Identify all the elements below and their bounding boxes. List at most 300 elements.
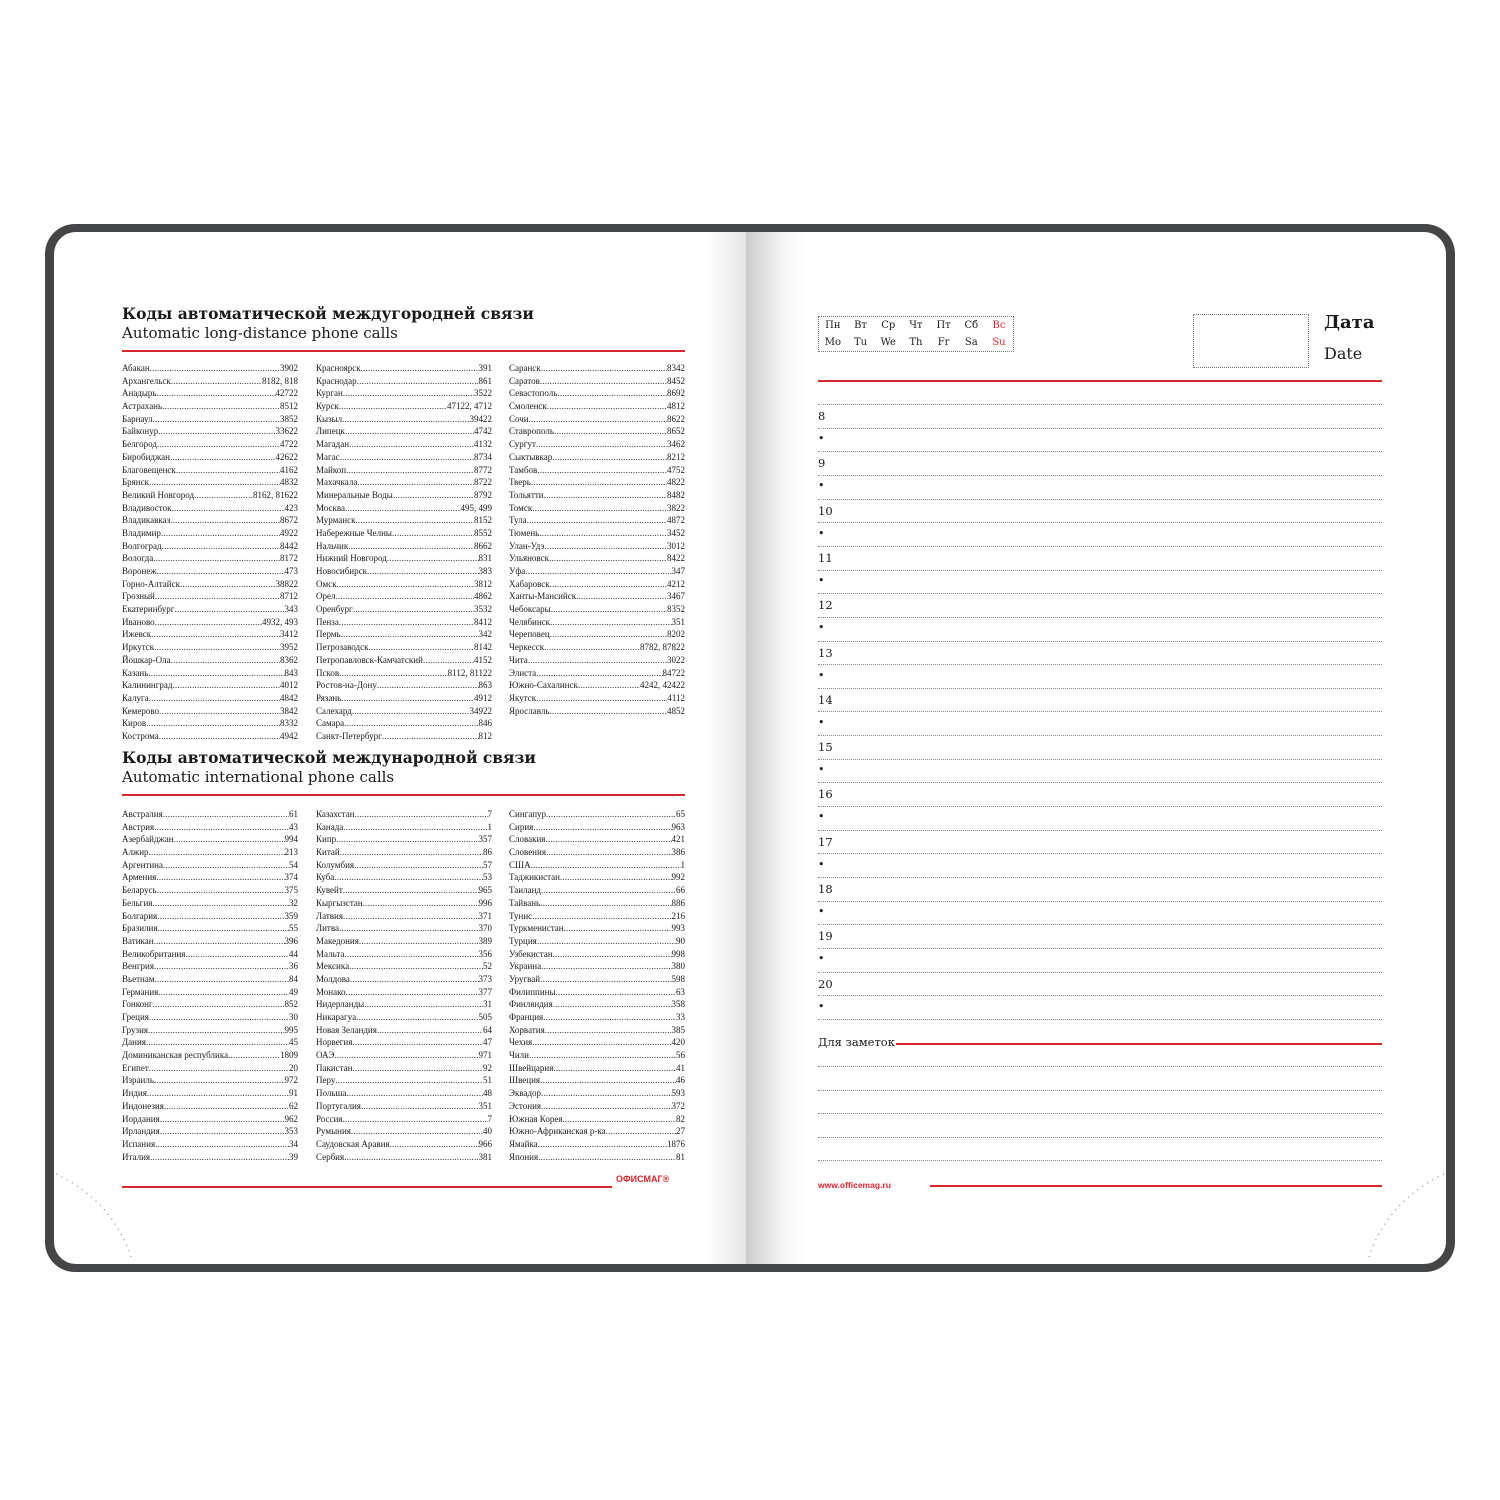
schedule-line[interactable] (818, 1019, 1382, 1020)
dot-leader (157, 565, 285, 578)
entry-name: Смоленск (509, 401, 547, 412)
schedule-line[interactable] (818, 830, 1382, 831)
schedule-line[interactable] (818, 877, 1382, 878)
entry-code: 863 (478, 680, 492, 691)
dot-leader (147, 1087, 289, 1100)
schedule-line[interactable] (818, 593, 1382, 594)
bullet-point: • (818, 526, 825, 540)
entry-name: Таиланд (509, 885, 541, 896)
dot-leader (556, 986, 676, 999)
phone-code-entry (509, 527, 685, 540)
entry-name: Элиста (509, 667, 537, 678)
entry-code: 3902 (280, 363, 298, 373)
entry-code: 375 (284, 885, 298, 896)
phone-code-entry (122, 679, 298, 692)
entry-name: Воронеж (122, 566, 157, 576)
dot-leader (157, 884, 285, 897)
entry-name: Минеральные Воды (316, 489, 393, 500)
entry-name: Горно-Алтайск (122, 578, 180, 589)
phone-code-entry (122, 527, 298, 540)
entry-name: Уругвай (509, 973, 541, 984)
schedule-line[interactable] (818, 735, 1382, 736)
notes-line[interactable] (818, 1160, 1382, 1161)
entry-name: Ирландия (122, 1126, 160, 1137)
schedule-line[interactable] (818, 948, 1382, 949)
entry-name: Аргентина (122, 859, 163, 870)
entry-name: Псков (316, 667, 340, 678)
entry-name: Владикавказ (122, 515, 171, 526)
entry-code: 8412 (474, 616, 492, 627)
entry-code: 4862 (474, 591, 492, 602)
phone-code-entry (509, 998, 685, 1011)
weekday-ru-1[interactable]: Пн (825, 320, 841, 331)
entry-code: 92 (483, 1062, 492, 1073)
phone-code-entry (316, 502, 492, 515)
phone-code-entry (122, 1087, 298, 1100)
phone-code-entry (509, 1024, 685, 1037)
dot-leader (562, 1113, 676, 1126)
entry-name: Австралия (122, 809, 163, 819)
phone-code-entry (509, 603, 685, 616)
notes-label: Для заметок (818, 1035, 895, 1049)
phone-code-entry (122, 1113, 298, 1126)
entry-name: Кемерово (122, 705, 160, 716)
phone-code-entry (509, 565, 685, 578)
dot-leader (553, 1062, 676, 1075)
schedule-line[interactable] (818, 806, 1382, 807)
dot-leader (354, 859, 483, 872)
phone-code-entry (122, 884, 298, 897)
schedule-line[interactable] (818, 428, 1382, 429)
entry-code: 843 (284, 667, 298, 678)
entry-name: Греция (122, 1012, 149, 1022)
dot-leader (163, 859, 289, 872)
dot-leader (361, 1100, 479, 1113)
hour-label: 14 (818, 692, 833, 707)
phone-code-entry (122, 973, 298, 986)
dot-leader (541, 1100, 671, 1113)
international-column-2 (316, 808, 492, 1163)
weekday-ru-6[interactable]: Сб (964, 320, 979, 331)
entry-name: Ульяновск (509, 553, 549, 564)
entry-name: Бельгия (122, 897, 153, 908)
phone-code-entry (122, 998, 298, 1011)
entry-name: Хорватия (509, 1024, 545, 1035)
entry-code: 42722 (275, 388, 298, 399)
entry-code: 52 (483, 961, 492, 972)
phone-code-entry (316, 922, 492, 935)
phone-code-entry (122, 1036, 298, 1049)
phone-code-entry (122, 616, 298, 629)
entry-code: 55 (289, 923, 298, 934)
entry-code: 8512 (280, 401, 298, 412)
bullet-point: • (818, 715, 825, 729)
dot-leader (544, 489, 667, 502)
weekday-ru-2[interactable]: Вт (854, 320, 867, 331)
schedule-line[interactable] (818, 641, 1382, 642)
phone-code-entry (122, 692, 298, 705)
domestic-subtitle: Automatic long-distance phone calls (122, 324, 398, 342)
bullet-point: • (818, 905, 825, 918)
entry-code: 8152 (474, 515, 492, 526)
dot-leader (171, 654, 280, 667)
dot-leader (343, 821, 487, 834)
entry-code: 47122, 4712 (447, 401, 492, 412)
phone-code-entry (122, 1049, 298, 1062)
weekday-en-6[interactable]: Sa (964, 337, 978, 348)
entry-name: Южно-Африканская р-ка (509, 1126, 606, 1137)
phone-code-entry (316, 821, 492, 834)
entry-name: Кувейт (316, 885, 343, 896)
entry-code: 82 (676, 1113, 685, 1124)
entry-code: 7 (487, 1113, 492, 1124)
corner-stitch-left (54, 1162, 144, 1262)
phone-code-entry (509, 1036, 685, 1049)
phone-code-entry (122, 935, 298, 948)
dot-leader (171, 375, 262, 388)
dot-leader (344, 1151, 478, 1164)
page-gutter-shadow (706, 232, 746, 1264)
weekday-ru-3[interactable]: Ср (881, 320, 896, 331)
phone-code-entry (122, 705, 298, 718)
phone-code-entry (509, 514, 685, 527)
weekday-en-1[interactable]: Mo (824, 337, 841, 348)
dot-leader (341, 692, 474, 705)
phone-code-entry (122, 948, 298, 961)
phone-code-entry (122, 590, 298, 603)
dot-leader (553, 948, 672, 961)
entry-code: 8552 (474, 527, 492, 538)
phone-code-entry (509, 884, 685, 897)
entry-code: 886 (671, 897, 685, 908)
entry-code: 420 (671, 1037, 685, 1048)
phone-code-entry (316, 425, 492, 438)
dot-leader (170, 451, 276, 464)
phone-code-entry (316, 1062, 492, 1075)
dot-leader (352, 1036, 483, 1049)
phone-code-entry (316, 1138, 492, 1151)
entry-name: Якутск (509, 692, 537, 703)
phone-code-entry (122, 1024, 298, 1037)
dot-leader (171, 502, 284, 515)
entry-name: Чехия (509, 1037, 533, 1048)
dot-leader (174, 603, 284, 616)
weekday-en-5[interactable]: Fr (937, 337, 950, 348)
entry-name: Саранск (509, 363, 541, 373)
entry-code: 396 (284, 935, 298, 946)
schedule-line[interactable] (818, 924, 1382, 925)
schedule-line[interactable] (818, 499, 1382, 500)
entry-name: Йошкар-Ола (122, 654, 171, 665)
dot-leader (552, 451, 667, 464)
dot-leader (423, 654, 474, 667)
schedule-line[interactable] (818, 404, 1382, 405)
entry-name: Чита (509, 654, 528, 665)
phone-code-entry (122, 654, 298, 667)
entry-code: 62 (289, 1100, 298, 1111)
dot-leader (159, 730, 280, 743)
phone-code-entry (316, 413, 492, 426)
phone-code-entry (122, 922, 298, 935)
entry-code: 46 (676, 1075, 685, 1086)
bullet-point: • (818, 763, 825, 777)
phone-code-entry (122, 1138, 298, 1151)
dot-leader (342, 1113, 487, 1126)
entry-name: Уфа (509, 566, 526, 576)
entry-name: Монако (316, 986, 346, 997)
entry-code: 3467 (667, 591, 685, 602)
dot-leader (355, 514, 474, 527)
entry-name: Индонезия (122, 1100, 164, 1111)
phone-code-entry (316, 833, 492, 846)
phone-code-entry (122, 400, 298, 413)
entry-name: Рязань (316, 692, 342, 703)
hour-label: 20 (818, 976, 833, 991)
dot-leader (346, 986, 479, 999)
phone-code-entry (122, 859, 298, 872)
phone-code-entry (316, 375, 492, 388)
entry-name: Португалия (316, 1100, 361, 1111)
dot-leader (606, 1125, 676, 1138)
entry-code: 423 (284, 502, 298, 513)
international-title: Коды автоматической международной связи (122, 748, 536, 767)
entry-name: Тюмень (509, 527, 540, 538)
dot-leader (351, 1125, 483, 1138)
notes-line[interactable] (818, 1090, 1382, 1091)
notes-line[interactable] (818, 1113, 1382, 1114)
phone-code-entry (122, 1100, 298, 1113)
entry-code: 57 (483, 859, 492, 870)
dot-leader (343, 884, 479, 897)
weekday-ru-4[interactable]: Чт (909, 320, 923, 331)
entry-name: Владимир (122, 527, 161, 538)
phone-code-entry (122, 502, 298, 515)
dot-leader (350, 973, 479, 986)
entry-code: 32 (289, 897, 298, 908)
entry-code: 33622 (275, 426, 298, 437)
entry-name: Курск (316, 401, 339, 412)
bullet-point: • (818, 621, 825, 635)
phone-code-entry (122, 565, 298, 578)
brand-logo: ОФИСМАГ® (616, 1174, 670, 1184)
dot-leader (164, 1100, 289, 1113)
entry-code: 51 (483, 1075, 492, 1086)
phone-code-entry (509, 387, 685, 400)
phone-code-entry (122, 413, 298, 426)
entry-name: Пакистан (316, 1062, 353, 1073)
entry-code: 3522 (474, 388, 492, 399)
phone-code-entry (316, 808, 492, 821)
entry-code: 63 (676, 986, 685, 997)
phone-code-entry (316, 565, 492, 578)
entry-name: Сочи (509, 413, 529, 424)
entry-code: 44 (289, 948, 298, 959)
entry-name: Брянск (122, 477, 149, 488)
dot-leader (155, 973, 289, 986)
dot-leader (342, 413, 469, 426)
schedule-line[interactable] (818, 995, 1382, 996)
entry-code: 39 (289, 1151, 298, 1162)
bullet-point: • (818, 479, 825, 493)
dot-leader (343, 387, 474, 400)
phone-code-entry (509, 1074, 685, 1087)
entry-code: 495, 499 (460, 502, 492, 513)
notes-line[interactable] (818, 1066, 1382, 1067)
entry-code: 7 (487, 809, 492, 819)
entry-name: Италия (122, 1151, 151, 1162)
entry-code: 371 (478, 910, 492, 921)
notes-line[interactable] (818, 1137, 1382, 1138)
schedule-line[interactable] (818, 522, 1382, 523)
entry-code: 380 (671, 961, 685, 972)
entry-name: Тольятти (509, 489, 544, 500)
phone-code-entry (122, 603, 298, 616)
entry-code: 4012 (280, 680, 298, 691)
entry-name: Великий Новгород (122, 489, 195, 500)
weekday-en-7[interactable]: Su (992, 337, 1006, 348)
dot-leader (393, 489, 474, 502)
entry-code: 4822 (667, 477, 685, 488)
phone-code-entry (316, 679, 492, 692)
entry-code: 389 (478, 935, 492, 946)
phone-code-entry (316, 667, 492, 680)
entry-code: 4722 (280, 439, 298, 450)
entry-name: Эстония (509, 1100, 542, 1111)
schedule-line[interactable] (818, 711, 1382, 712)
dot-leader (340, 846, 483, 859)
entry-name: Красноярск (316, 363, 361, 373)
schedule-line[interactable] (818, 451, 1382, 452)
entry-name: Египет (122, 1062, 149, 1073)
entry-name: Швейцария (509, 1062, 554, 1073)
entry-name: Иваново (122, 616, 155, 627)
entry-code: 996 (478, 897, 492, 908)
phone-code-entry (509, 1062, 685, 1075)
entry-code: 8672 (280, 515, 298, 526)
phone-code-entry (122, 821, 298, 834)
phone-code-entry (509, 808, 685, 821)
entry-code: 359 (284, 910, 298, 921)
schedule-line[interactable] (818, 853, 1382, 854)
entry-code: 846 (478, 718, 492, 729)
entry-name: Ямайка (509, 1138, 538, 1149)
entry-name: Словакия (509, 834, 546, 845)
entry-code: 91 (289, 1088, 298, 1099)
phone-code-entry (316, 1100, 492, 1113)
entry-name: Пермь (316, 629, 341, 640)
schedule-line[interactable] (818, 901, 1382, 902)
phone-code-entry (316, 590, 492, 603)
entry-code: 42622 (275, 451, 298, 462)
dot-leader (170, 514, 280, 527)
phone-code-entry (509, 628, 685, 641)
entry-code: 3012 (667, 540, 685, 551)
bullet-point: • (818, 668, 825, 682)
dot-leader (540, 1074, 676, 1087)
entry-code: 81 (676, 1151, 685, 1162)
entry-name: Китай (316, 847, 340, 858)
entry-name: Гонконг (122, 999, 153, 1010)
schedule-line[interactable] (818, 617, 1382, 618)
entry-name: Австрия (122, 821, 155, 832)
entry-name: Швеция (509, 1075, 541, 1086)
dot-leader (550, 616, 671, 629)
entry-name: Армения (122, 872, 157, 883)
entry-code: 381 (478, 1151, 492, 1162)
schedule-line[interactable] (818, 546, 1382, 547)
dot-leader (357, 476, 474, 489)
dot-leader (550, 628, 667, 641)
weekday-en-4[interactable]: Th (909, 337, 923, 348)
dot-leader (532, 502, 667, 515)
entry-name: Перу (316, 1075, 336, 1086)
weekday-ru-7[interactable]: Вс (992, 320, 1006, 331)
entry-code: 4812 (667, 401, 685, 412)
entry-code: 8182, 818 (262, 375, 298, 386)
schedule-line[interactable] (818, 688, 1382, 689)
domestic-column-3 (509, 362, 685, 717)
dot-leader (550, 578, 667, 591)
entry-name: Махачкала (316, 477, 358, 488)
entry-name: Новая Зеландия (316, 1024, 377, 1035)
dot-leader (392, 527, 474, 540)
dot-leader (357, 375, 479, 388)
entry-name: Барнаул (122, 413, 153, 424)
entry-code: 342 (478, 629, 492, 640)
entry-code: 4842 (280, 692, 298, 703)
dot-leader (368, 641, 474, 654)
entry-code: 54 (289, 859, 298, 870)
schedule-line[interactable] (818, 972, 1382, 973)
entry-code: 861 (478, 375, 492, 386)
hour-label: 15 (818, 740, 833, 755)
entry-code: 8482 (667, 489, 685, 500)
date-field[interactable] (1193, 314, 1309, 368)
entry-name: Доминиканская республика (122, 1050, 229, 1061)
weekday-en-2[interactable]: Tu (853, 337, 868, 348)
entry-code: 4752 (667, 464, 685, 475)
entry-code: 993 (671, 923, 685, 934)
entry-code: 3462 (667, 439, 685, 450)
dot-leader (544, 540, 667, 553)
dot-leader (174, 833, 285, 846)
dot-leader (531, 476, 667, 489)
entry-code: 852 (284, 999, 298, 1010)
entry-name: Петропавловск-Камчатский (316, 654, 423, 665)
entry-name: Турция (509, 935, 537, 946)
weekday-en-3[interactable]: We (880, 337, 896, 348)
entry-name: Киров (122, 718, 147, 729)
entry-code: 353 (284, 1126, 298, 1137)
schedule-line[interactable] (818, 570, 1382, 571)
schedule-line[interactable] (818, 782, 1382, 783)
dot-leader (160, 1113, 285, 1126)
phone-code-entry (316, 960, 492, 973)
date-label-en: Date (1324, 344, 1363, 363)
entry-code: 8442 (280, 540, 298, 551)
dot-leader (540, 375, 667, 388)
schedule-line[interactable] (818, 475, 1382, 476)
dot-leader (364, 998, 483, 1011)
schedule-line[interactable] (818, 759, 1382, 760)
phone-code-entry (509, 413, 685, 426)
footer-rule-right (930, 1185, 1382, 1187)
schedule-line[interactable] (818, 664, 1382, 665)
dot-leader (149, 692, 280, 705)
entry-name: Белгород (122, 439, 157, 450)
entry-name: Череповец (509, 629, 550, 640)
weekday-ru-5[interactable]: Пт (936, 320, 951, 331)
